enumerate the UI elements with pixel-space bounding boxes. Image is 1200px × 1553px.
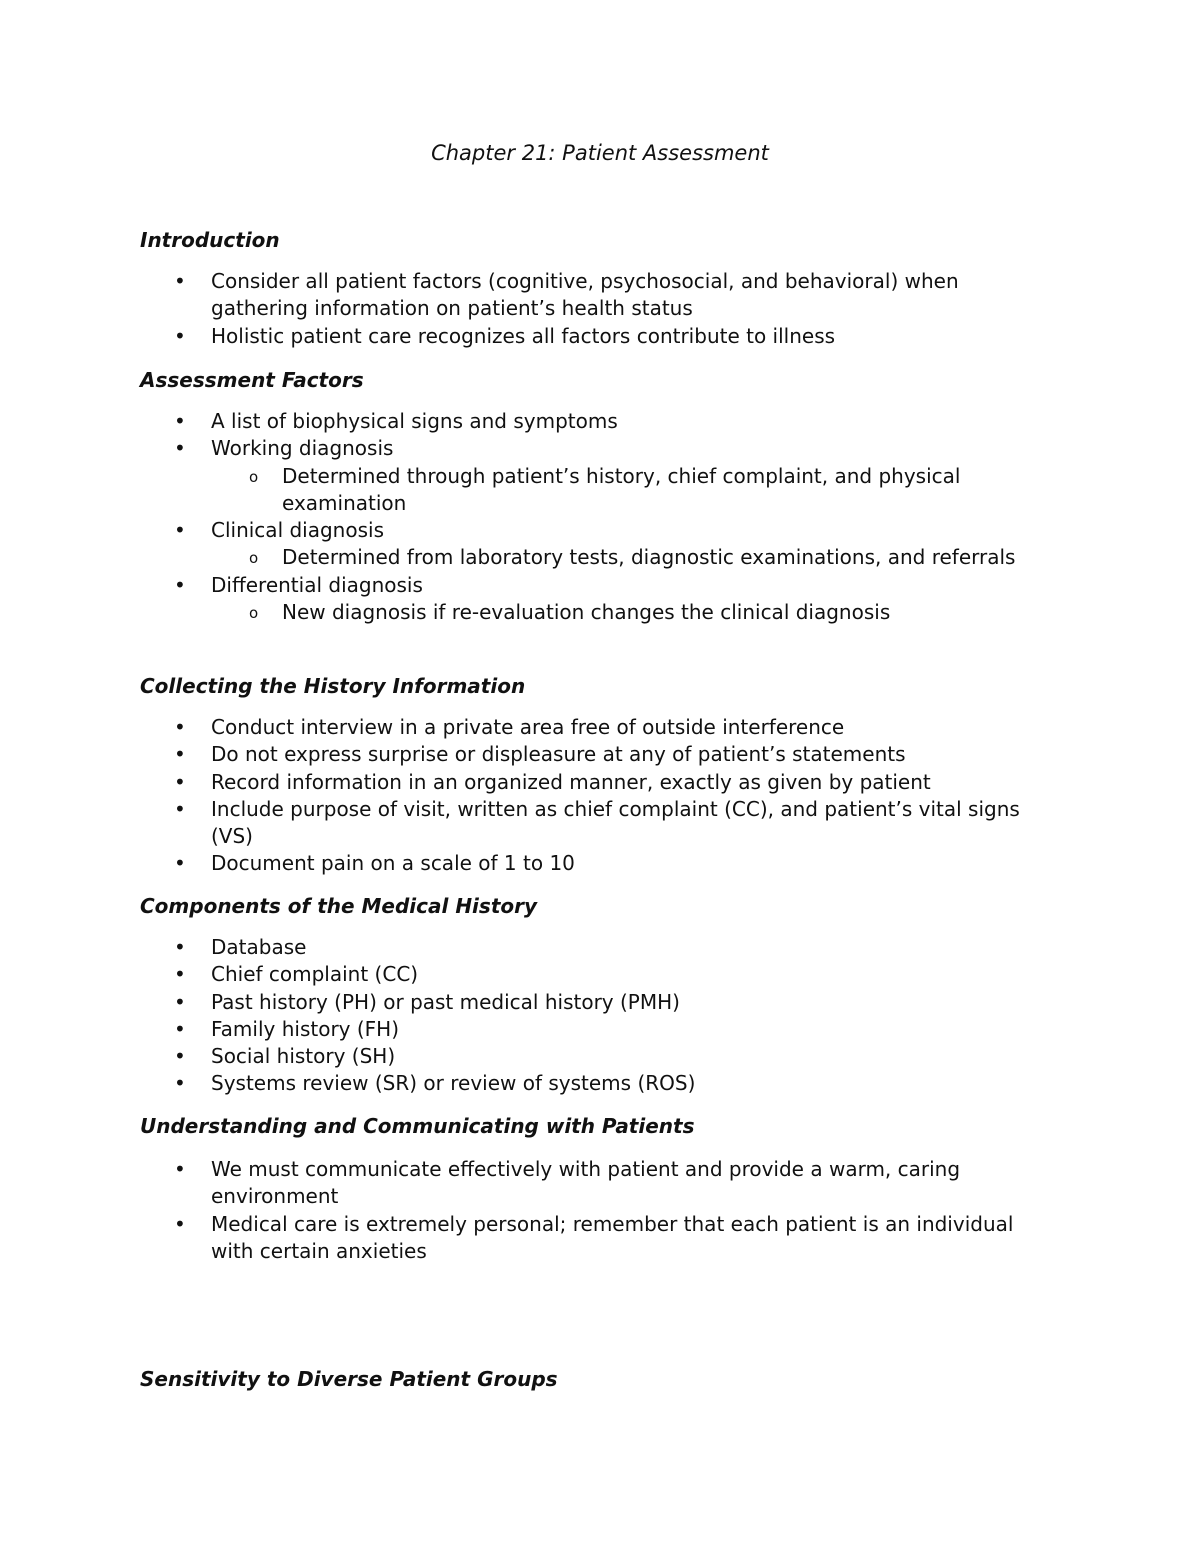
bullet-icon: • [174, 1157, 186, 1181]
understanding-communicating-list [140, 1156, 1040, 1265]
bullet-icon: • [174, 989, 186, 1014]
list-item-text: We must communicate effectively with patient and provide a warm, caring environment [211, 1157, 961, 1209]
bullet-icon: • [174, 409, 186, 433]
list-item-text: Document pain on a scale of 1 to 10 [211, 851, 575, 876]
list-item [140, 435, 1040, 462]
section-heading-introduction: Introduction [140, 228, 280, 252]
collecting-history-list [140, 714, 1040, 878]
bullet-icon: • [174, 962, 186, 987]
bullet-icon: • [174, 796, 186, 821]
bullet-icon: • [174, 1211, 186, 1236]
assessment-factors-list [140, 408, 1040, 626]
section-heading-sensitivity-diverse-groups: Sensitivity to Diverse Patient Groups [140, 1367, 558, 1391]
list-item [140, 268, 1040, 323]
list-item-text: A list of biophysical signs and symptoms [211, 409, 618, 433]
page-title: Chapter 21: Patient Assessment [431, 141, 769, 165]
bullet-icon: • [174, 1016, 186, 1041]
list-item-text: Conduct interview in a private area free of outside interference [211, 715, 845, 739]
circle-bullet-icon: o [249, 467, 259, 486]
section-heading-understanding-communicating: Understanding and Communicating with Patients [140, 1114, 695, 1138]
bullet-icon: • [174, 436, 186, 461]
sub-list-item-text: Determined from laboratory tests, diagnostic examinations, and referrals [282, 545, 1016, 570]
list-item [140, 1156, 1040, 1211]
section-heading-components-medical-history: Components of the Medical History [140, 894, 538, 918]
list-item [140, 934, 1040, 961]
list-item [140, 1070, 1040, 1097]
list-item [140, 323, 1040, 350]
list-item-text: Do not express surprise or displeasure at any of patient’s statements [211, 742, 906, 767]
list-item-text: Holistic patient care recognizes all factors contribute to illness [211, 323, 836, 348]
list-item [140, 796, 1040, 851]
circle-bullet-icon: o [249, 549, 259, 568]
bullet-icon: • [174, 518, 186, 543]
list-item [140, 1043, 1040, 1070]
bullet-icon: • [174, 851, 186, 876]
list-item [140, 850, 1040, 877]
bullet-icon: • [174, 742, 186, 767]
list-item-text: Social history (SH) [211, 1044, 396, 1069]
list-item-text: Medical care is extremely personal; remember that each patient is an individual with certain anxieties [211, 1211, 1014, 1263]
sub-list-item [140, 544, 1040, 571]
list-item-text: Clinical diagnosis [211, 518, 384, 543]
list-item-text: Include purpose of visit, written as chief complaint (CC), and patient’s vital signs (VS) [211, 796, 1020, 849]
list-item [140, 714, 1040, 741]
bullet-icon: • [174, 323, 186, 348]
circle-bullet-icon: o [249, 604, 259, 623]
list-item-text: Record information in an organized manner, exactly as given by patient [211, 769, 931, 794]
sub-list-item-text: New diagnosis if re-evaluation changes the clinical diagnosis [282, 600, 891, 625]
sub-list-item [140, 599, 1040, 626]
bullet-icon: • [174, 715, 186, 739]
list-item [140, 1211, 1040, 1266]
list-item-text: Database [211, 935, 307, 959]
list-item [140, 517, 1040, 544]
list-item-text: Differential diagnosis [211, 572, 423, 597]
section-heading-collecting-history: Collecting the History Information [140, 674, 526, 698]
list-item [140, 989, 1040, 1016]
list-item [140, 741, 1040, 768]
list-item-text: Working diagnosis [211, 436, 394, 461]
bullet-icon: • [174, 572, 186, 597]
list-item [140, 408, 1040, 435]
section-heading-assessment-factors: Assessment Factors [140, 368, 364, 392]
bullet-icon: • [174, 1071, 186, 1096]
list-item [140, 1016, 1040, 1043]
bullet-icon: • [174, 935, 186, 959]
components-medical-history-list [140, 934, 1040, 1098]
introduction-list [140, 268, 1040, 350]
sub-list-item [140, 463, 1040, 518]
list-item-text: Consider all patient factors (cognitive, psychosocial, and behavioral) when gathering information on patient’s health status [211, 269, 959, 321]
bullet-icon: • [174, 269, 186, 293]
list-item-text: Chief complaint (CC) [211, 962, 419, 987]
list-item [140, 572, 1040, 599]
list-item [140, 769, 1040, 796]
list-item-text: Systems review (SR) or review of systems (ROS) [211, 1071, 696, 1096]
list-item [140, 961, 1040, 988]
sub-list-item-text: Determined through patient’s history, chief complaint, and physical examination [282, 463, 961, 515]
list-item-text: Past history (PH) or past medical history (PMH) [211, 989, 680, 1014]
bullet-icon: • [174, 1044, 186, 1069]
bullet-icon: • [174, 769, 186, 794]
list-item-text: Family history (FH) [211, 1016, 400, 1041]
